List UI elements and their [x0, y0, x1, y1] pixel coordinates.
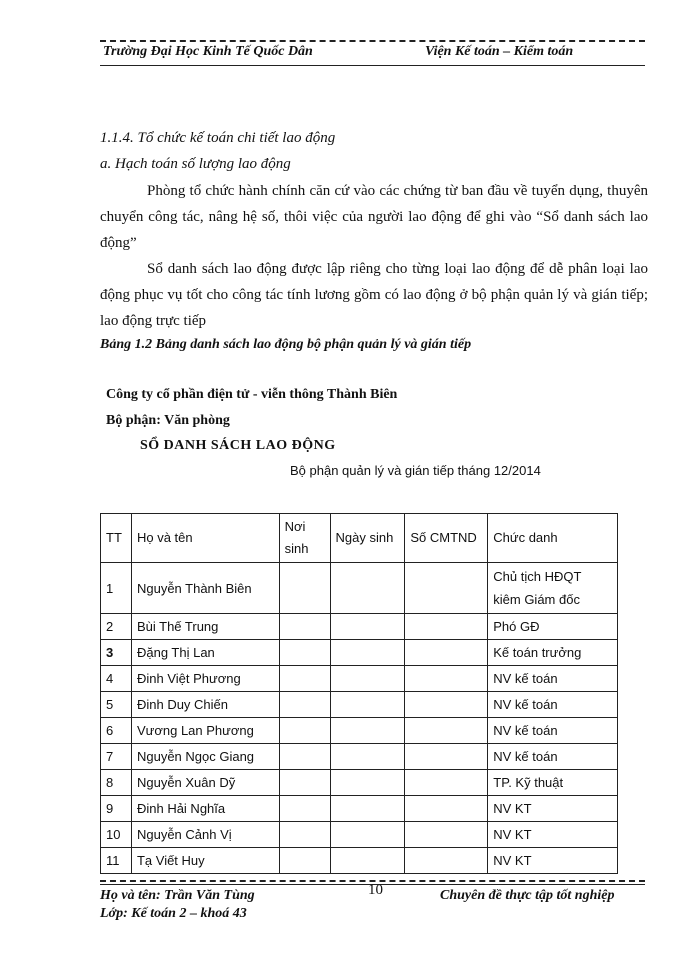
table-row: [101, 718, 618, 744]
cell-title: NV KT: [488, 796, 618, 822]
staff-table: [100, 513, 618, 874]
col-title: Chức danh: [488, 514, 618, 563]
cell-id: [405, 692, 488, 718]
col-tt: TT: [101, 514, 132, 563]
cell-name: Nguyễn Ngọc Giang: [131, 744, 279, 770]
section-heading: 1.1.4. Tổ chức kế toán chi tiết lao động: [100, 130, 336, 146]
cell-id: [405, 614, 488, 640]
cell-place: [279, 692, 330, 718]
table-row: [101, 692, 618, 718]
cell-place: [279, 666, 330, 692]
company-name: Công ty cổ phần điện tử - viễn thông Thành Biên: [106, 387, 398, 402]
cell-dob: [330, 744, 405, 770]
table-row: [101, 744, 618, 770]
cell-place: [279, 718, 330, 744]
paragraph-2: Sổ danh sách lao động được lập riêng cho từng loại lao động để dễ phân loại lao động phục vụ tốt cho công tác tính lương gồm có lao động ở bộ phận quản lý và gián tiếp; lao động trực tiếp: [100, 261, 648, 329]
cell-id: [405, 848, 488, 874]
cell-id: [405, 796, 488, 822]
table-row: [101, 848, 618, 874]
cell-title: Kế toán trưởng: [488, 640, 618, 666]
cell-id: [405, 718, 488, 744]
cell-title: NV kế toán: [488, 666, 618, 692]
cell-place: [279, 848, 330, 874]
page-number: 10: [368, 882, 383, 898]
cell-tt: 1: [101, 563, 132, 614]
cell-tt: 10: [101, 822, 132, 848]
cell-tt: 2: [101, 614, 132, 640]
paragraph-1: Phòng tổ chức hành chính căn cứ vào các chứng từ ban đầu về tuyển dụng, thuyên chuyển công tác, nâng hệ số, thôi việc của người lao động để ghi vào “Sổ danh sách lao động”: [100, 183, 648, 251]
register-title: SỔ DANH SÁCH LAO ĐỘNG: [140, 438, 336, 453]
cell-name: Bùi Thế Trung: [131, 614, 279, 640]
cell-tt: 6: [101, 718, 132, 744]
cell-place: [279, 796, 330, 822]
cell-id: [405, 744, 488, 770]
cell-id: [405, 770, 488, 796]
cell-title: TP. Kỹ thuật: [488, 770, 618, 796]
table-row: [101, 563, 618, 614]
table-caption: Bảng 1.2 Bảng danh sách lao động bộ phận quản lý và gián tiếp: [100, 337, 472, 352]
cell-name: Tạ Viết Huy: [131, 848, 279, 874]
cell-dob: [330, 563, 405, 614]
cell-dob: [330, 614, 405, 640]
footer-author: Họ và tên: Trần Văn Tùng: [100, 888, 255, 903]
cell-name: Đinh Việt Phương: [131, 666, 279, 692]
cell-id: [405, 822, 488, 848]
department: Bộ phận: Văn phòng: [106, 413, 230, 428]
col-id: Số CMTND: [405, 514, 488, 563]
cell-dob: [330, 640, 405, 666]
cell-tt: 8: [101, 770, 132, 796]
cell-dob: [330, 770, 405, 796]
table-row: [101, 614, 618, 640]
cell-tt: 4: [101, 666, 132, 692]
header-rule-top: [100, 40, 645, 42]
cell-dob: [330, 718, 405, 744]
col-place: Nơi sinh: [279, 514, 330, 563]
cell-place: [279, 744, 330, 770]
cell-tt: 9: [101, 796, 132, 822]
cell-name: Vương Lan Phương: [131, 718, 279, 744]
cell-name: Nguyễn Cảnh Vị: [131, 822, 279, 848]
cell-place: [279, 770, 330, 796]
cell-title: NV KT: [488, 822, 618, 848]
cell-place: [279, 563, 330, 614]
cell-title: NV KT: [488, 848, 618, 874]
col-name: Họ và tên: [131, 514, 279, 563]
cell-title: NV kế toán: [488, 692, 618, 718]
cell-title: NV kế toán: [488, 744, 618, 770]
section-subheading: a. Hạch toán số lượng lao động: [100, 156, 291, 172]
cell-title: NV kế toán: [488, 718, 618, 744]
cell-dob: [330, 666, 405, 692]
cell-dob: [330, 822, 405, 848]
cell-place: [279, 822, 330, 848]
table-row: [101, 770, 618, 796]
cell-name: Đinh Hải Nghĩa: [131, 796, 279, 822]
table-row: [101, 796, 618, 822]
cell-id: [405, 666, 488, 692]
cell-tt: 11: [101, 848, 132, 874]
table-row: [101, 822, 618, 848]
cell-id: [405, 640, 488, 666]
cell-place: [279, 614, 330, 640]
cell-place: [279, 640, 330, 666]
footer-right: Chuyên đề thực tập tốt nghiệp: [440, 888, 615, 903]
cell-name: Nguyễn Xuân Dỹ: [131, 770, 279, 796]
cell-dob: [330, 692, 405, 718]
cell-tt: 3: [101, 640, 132, 666]
table-row: [101, 640, 618, 666]
col-dob: Ngày sinh: [330, 514, 405, 563]
table-row: [101, 666, 618, 692]
cell-name: Đinh Duy Chiến: [131, 692, 279, 718]
register-subtitle: Bộ phận quản lý và gián tiếp tháng 12/2014: [290, 463, 541, 478]
cell-dob: [330, 848, 405, 874]
cell-name: Đặng Thị Lan: [131, 640, 279, 666]
header-right: Viện Kế toán – Kiểm toán: [425, 44, 574, 59]
footer-class: Lớp: Kế toán 2 – khoá 43: [100, 906, 247, 921]
cell-tt: 5: [101, 692, 132, 718]
cell-dob: [330, 796, 405, 822]
cell-title: Phó GĐ: [488, 614, 618, 640]
cell-id: [405, 563, 488, 614]
header-left: Trường Đại Học Kinh Tế Quốc Dân: [103, 44, 313, 59]
cell-tt: 7: [101, 744, 132, 770]
cell-name: Nguyễn Thành Biên: [131, 563, 279, 614]
header-rule-bottom: [100, 65, 645, 66]
table-header-row: [101, 514, 618, 563]
cell-title: Chủ tịch HĐQT kiêm Giám đốc: [488, 563, 618, 614]
